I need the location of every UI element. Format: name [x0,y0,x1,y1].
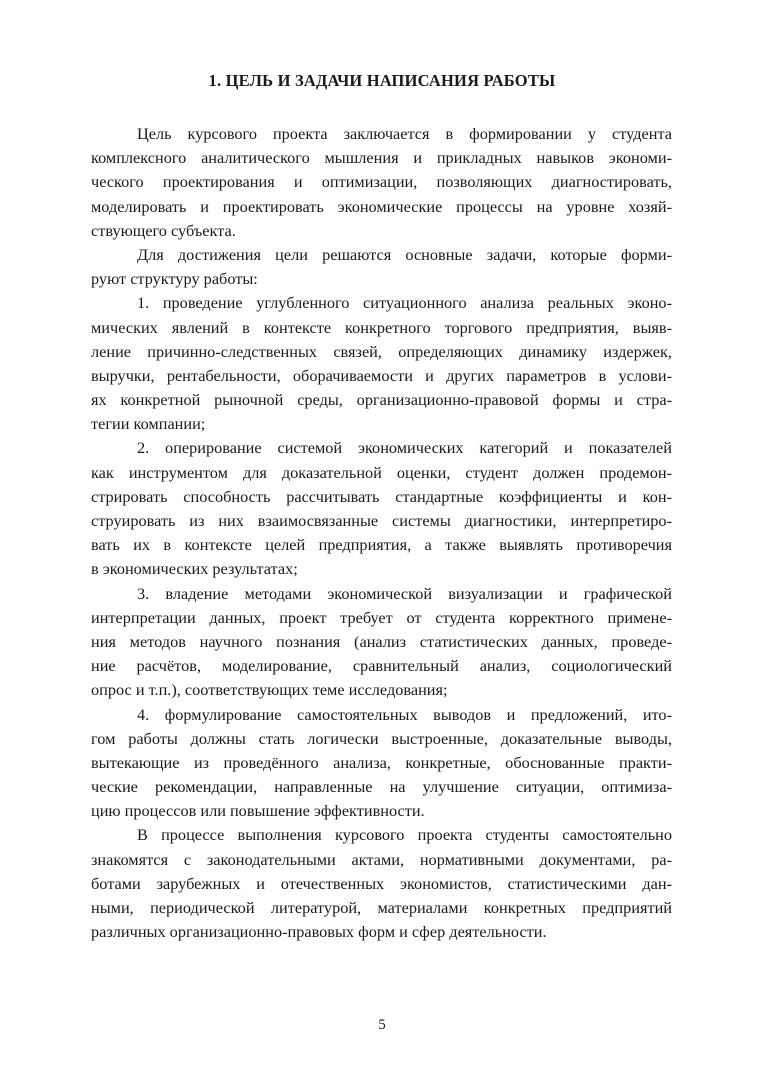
page-number: 5 [378,1017,386,1033]
text-line: знакомятся с законодательными актами, нормативными документами, ра- [91,849,672,869]
text-line: стрировать способность рассчитывать стандартные коэффициенты и кон- [91,486,672,506]
list-item-2 [91,436,672,581]
text-line: различных организационно-правовых форм и сфер деятельности. [91,922,547,942]
text-line: вать их в контексте целей предприятия, а также выявлять противоречия [91,535,672,555]
paragraph-sources [91,823,672,944]
text-line: ботами зарубежных и отечественных экономистов, статистическими дан- [91,873,672,893]
text-line: мических явлений в контексте конкретного торгового предприятия, выяв- [91,317,672,337]
section-title: 1. ЦЕЛЬ И ЗАДАЧИ НАПИСАНИЯ РАБОТЫ [208,71,556,90]
text-line: 2. оперирование системой экономических категорий и показателей [137,438,672,458]
text-line: ческого проектирования и оптимизации, позволяющих диагностировать, [91,172,672,192]
text-line: тегии компании; [91,414,206,434]
body-text [91,122,672,944]
text-line: гом работы должны стать логически выстроенные, доказательные выводы, [91,728,672,748]
text-line: руют структуру работы: [91,269,258,289]
text-line: выручки, рентабельности, оборачиваемости и других параметров в услови- [91,365,672,385]
text-line: ление причинно-следственных связей, определяющих динамику издержек, [91,341,672,361]
paragraph-goal [91,122,672,243]
list-item-1 [91,291,672,436]
text-line: ческие рекомендации, направленные на улучшение ситуации, оптимиза- [91,777,672,797]
text-line: 1. проведение углубленного ситуационного анализа реальных эконо- [137,293,672,313]
text-line: в экономических результатах; [91,559,298,579]
list-item-4 [91,703,672,824]
text-line: вытекающие из проведённого анализа, конкретные, обоснованные практи- [91,752,672,772]
text-line: Цель курсового проекта заключается в формировании у студента [137,124,672,143]
text-line: 3. владение методами экономической визуализации и графической [137,583,672,603]
paragraph-tasks-intro [91,243,672,291]
text-line: комплексного аналитического мышления и прикладных навыков экономи- [91,148,672,168]
text-line: струировать из них взаимосвязанные системы диагностики, интерпретиро- [91,511,672,530]
text-line: ния методов научного познания (анализ статистических данных, проведе- [91,631,672,651]
text-line: ях конкретной рыночной среды, организационно-правовой формы и стра- [91,390,672,410]
text-line: как инструментом для доказательной оценки, студент должен продемон- [91,462,672,482]
text-line: 4. формулирование самостоятельных выводов и предложений, ито- [137,704,672,724]
text-line: опрос и т.п.), соответствующих теме исследования; [91,680,448,700]
text-line: В процессе выполнения курсового проекта студенты самостоятельно [137,825,672,845]
text-line: интерпретации данных, проект требует от студента корректного примене- [91,607,672,627]
text-line: цию процессов или повышение эффективности. [91,801,425,821]
text-line: ствующего субъекта. [91,220,236,240]
list-item-3 [91,582,672,703]
text-line: ние расчётов, моделирование, сравнительный анализ, социологический [91,656,672,676]
text-line: ными, периодической литературой, материалами конкретных предприятий [91,898,672,917]
text-line: Для достижения цели решаются основные задачи, которые форми- [137,244,672,264]
text-line: моделировать и проектировать экономические процессы на уровне хозяй- [91,196,672,216]
